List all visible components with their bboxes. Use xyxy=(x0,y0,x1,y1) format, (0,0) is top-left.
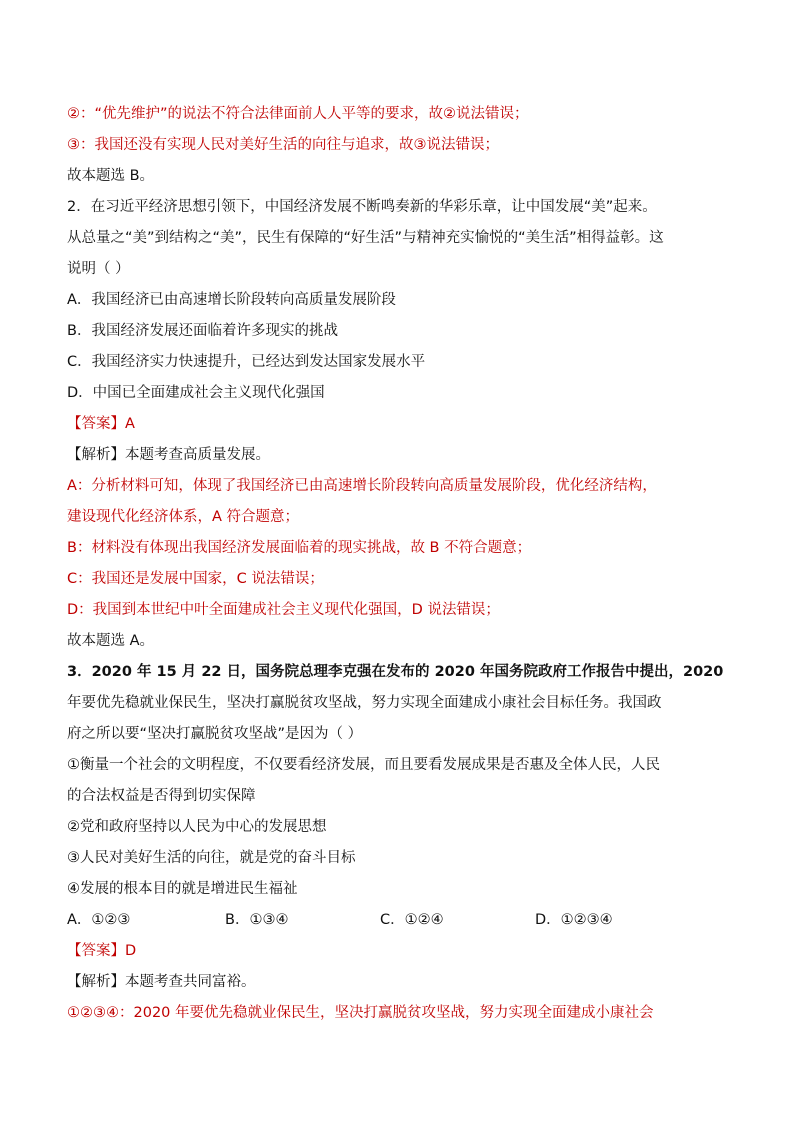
q2-option-a: A．我国经济已由高速增长阶段转向高质量发展阶段 xyxy=(67,292,396,308)
q3-choice-c: C．①②④ xyxy=(380,912,444,928)
q2-explanation-line-4: C：我国还是发展中国家，C 说法错误； xyxy=(67,571,324,587)
q3-explanation-line-1: ①②③④：2020 年要优先稳就业保民生，坚决打赢脱贫攻坚战，努力实现全面建成小康社会 xyxy=(67,1005,654,1021)
q3-choice-a: A．①②③ xyxy=(67,912,131,928)
q2-explanation-line-1: A：分析材料可知，体现了我国经济已由高速增长阶段转向高质量发展阶段，优化经济结构， xyxy=(67,478,657,494)
q2-option-b: B．我国经济发展还面临着许多现实的挑战 xyxy=(67,323,338,339)
q3-answer: 【答案】D xyxy=(67,943,137,959)
prev-conclusion: 故本题选 B。 xyxy=(67,168,155,184)
q3-analysis: 【解析】本题考查共同富裕。 xyxy=(67,974,256,990)
q2-stem-line-3: 说明（ ） xyxy=(67,261,130,277)
prev-explanation-line-3: ③：我国还没有实现人民对美好生活的向往与追求，故③说法错误； xyxy=(67,137,499,153)
q3-choice-d: D．①②③④ xyxy=(535,912,613,928)
q2-analysis: 【解析】本题考查高质量发展。 xyxy=(67,447,270,463)
q3-statement-2: ②党和政府坚持以人民为中心的发展思想 xyxy=(67,819,327,835)
q2-explanation-line-3: B：材料没有体现出我国经济发展面临着的现实挑战，故 B 不符合题意； xyxy=(67,540,532,556)
q2-option-c: C．我国经济实力快速提升，已经达到发达国家发展水平 xyxy=(67,354,426,370)
q3-statement-1a: ①衡量一个社会的文明程度，不仅要看经济发展，而且要看发展成果是否惠及全体人民，人民 xyxy=(67,757,660,773)
q2-explanation-line-5: D：我国到本世纪中叶全面建成社会主义现代化强国，D 说法错误； xyxy=(67,602,500,618)
q3-statement-1b: 的合法权益是否得到切实保障 xyxy=(67,788,256,804)
q3-stem-line-2: 年要优先稳就业保民生，坚决打赢脱贫攻坚战，努力实现全面建成小康社会目标任务。我国政 xyxy=(67,695,662,711)
q2-conclusion: 故本题选 A。 xyxy=(67,633,155,649)
q2-stem-line-2: 从总量之“美”到结构之“美”，民生有保障的“好生活”与精神充实愉悦的“美生活”相得益彰。这 xyxy=(67,230,664,246)
q3-stem-line-1: 3．2020 年 15 月 22 日，国务院总理李克强在发布的 2020 年国务院政府工作报告中提出，2020 xyxy=(67,664,724,680)
q2-answer: 【答案】A xyxy=(67,416,135,432)
q3-statement-4: ④发展的根本目的就是增进民生福祉 xyxy=(67,881,298,897)
q2-explanation-line-2: 建设现代化经济体系，A 符合题意； xyxy=(67,509,300,525)
q2-stem-line-1: 2．在习近平经济思想引领下，中国经济发展不断鸣奏新的华彩乐章，让中国发展“美”起来。 xyxy=(67,199,657,215)
q3-choice-b: B．①③④ xyxy=(225,912,289,928)
q3-stem-line-3: 府之所以要“坚决打赢脱贫攻坚战”是因为（ ） xyxy=(67,726,363,742)
q2-option-d: D．中国已全面建成社会主义现代化强国 xyxy=(67,385,325,401)
q3-statement-3: ③人民对美好生活的向往，就是党的奋斗目标 xyxy=(67,850,356,866)
prev-explanation-line-2: ②：“优先维护”的说法不符合法律面前人人平等的要求，故②说法错误； xyxy=(67,106,529,122)
